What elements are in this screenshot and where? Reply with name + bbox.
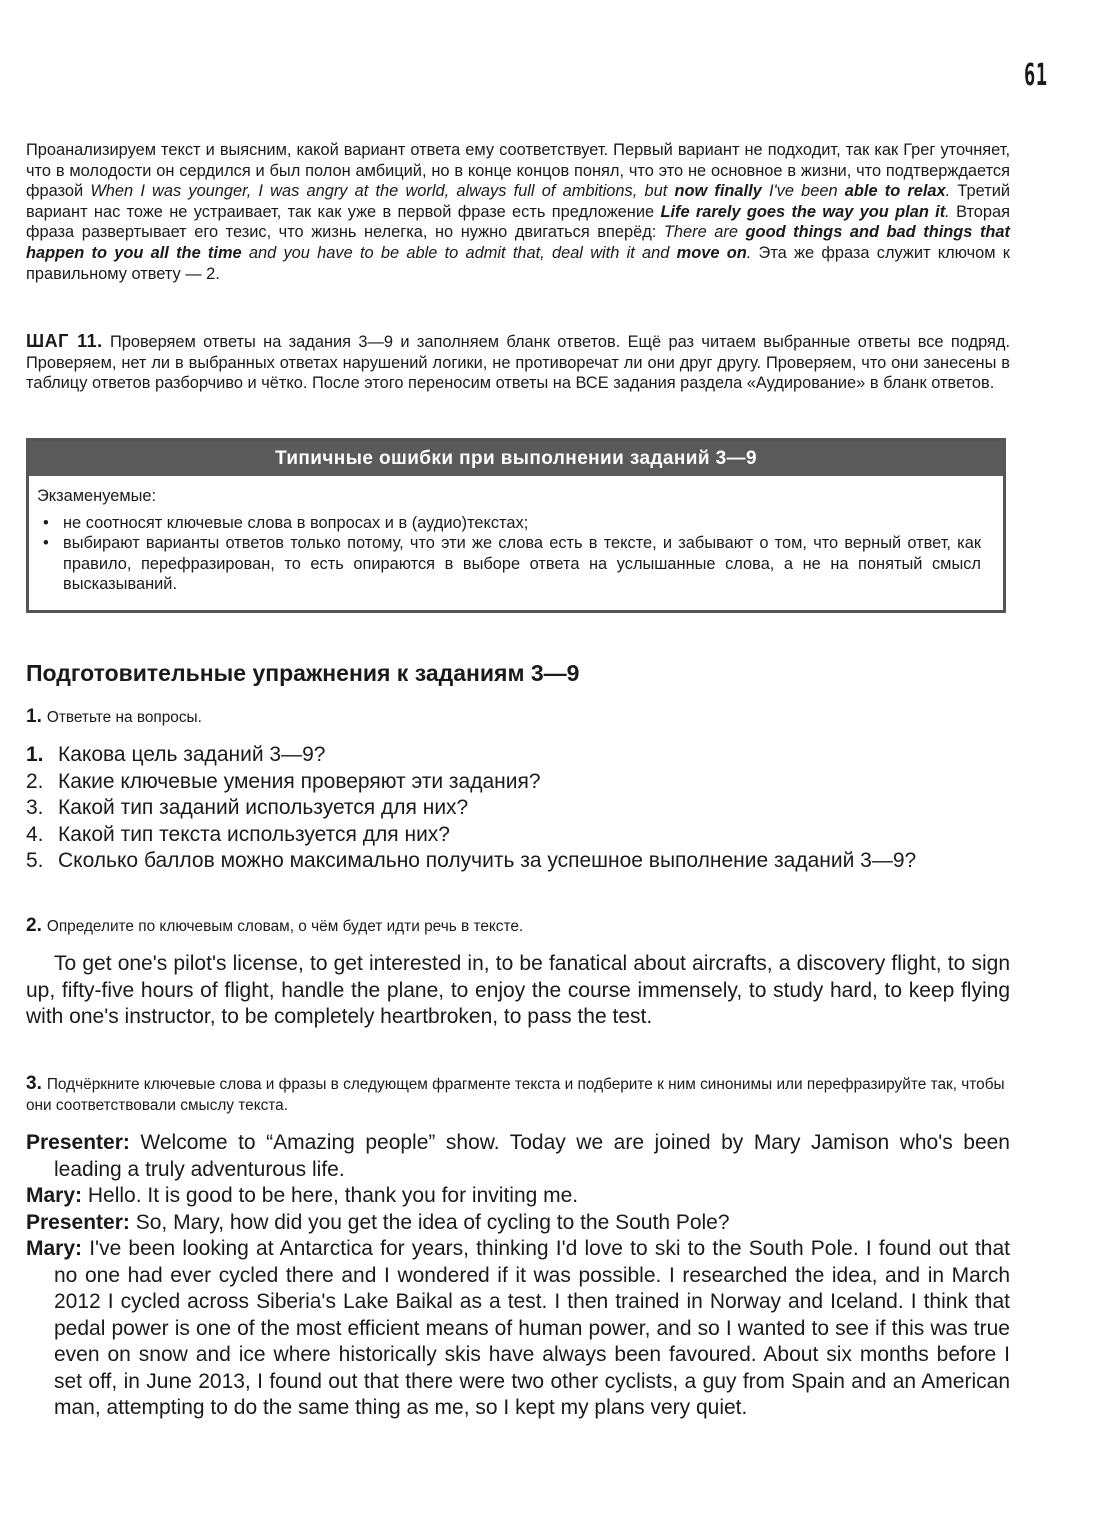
bullet-icon: •: [43, 513, 49, 532]
task-1-number: 1.: [26, 706, 42, 727]
question-item: 1. Какова цель заданий 3—9?: [26, 743, 326, 766]
speaker-label: Mary:: [26, 1184, 83, 1207]
dialog: [26, 1130, 1010, 1422]
task-1-instruction: 1. Ответьте на вопросы.: [26, 706, 202, 727]
quote-1: When I was younger, I was angry at the world, always full of ambitions, but now finally I've been able to relax.: [90, 182, 951, 201]
analysis-paragraph: [26, 140, 1010, 284]
section-title: Подготовительные упражнения к заданиям 3—9: [26, 660, 580, 686]
speaker-label: Mary:: [26, 1237, 83, 1260]
analysis-text-2: Третий вариант нас тоже не устраивает, так как уже в первой фразе есть предложение: [26, 182, 1011, 221]
typical-errors-intro: Экзаменуемые:: [37, 487, 157, 505]
question-list: [26, 742, 1010, 875]
typical-errors-box: [26, 438, 1006, 613]
step-11-title: ШАГ 11.: [26, 331, 103, 351]
quote-3: There are good things and bad things that happen to you all the time and you have to be able to admit that, deal with it and move on.: [26, 223, 1010, 262]
question-item: 4. Какой тип текста используется для них?: [26, 822, 450, 846]
question-item: 3. Какой тип заданий используется для них?: [26, 796, 469, 819]
typical-errors-item: • выбирают варианты ответов только потому, что эти же слова есть в тексте, и забывают о том, что верный ответ, как правило, перефразирован, то есть опираются в выборе ответа на услышанные слова, а не на понятый смысл высказываний.: [43, 534, 981, 593]
task-2-instruction: 2. Определите по ключевым словам, о чём будет идти речь в тексте.: [26, 915, 524, 936]
page-number: 61: [1024, 58, 1048, 93]
analysis-text-1: Проанализируем текст и выясним, какой вариант ответа ему соответствует. Первый вариант не подходит, так как Грег уточняет, что в молодости он сердился и был полон амбиций, но в конце концов понял, что это не основное в жизни, что подтверждается фразой: [26, 141, 1010, 201]
question-item: 2. Какие ключевые умения проверяют эти задания?: [26, 769, 541, 793]
quote-2: Life rarely goes the way you plan it.: [660, 202, 950, 221]
dialog-line: Presenter: So, Mary, how did you get the idea of cycling to the South Pole?: [26, 1210, 730, 1234]
dialog-line: Presenter: Welcome to “Amazing people” show. Today we are joined by Mary Jamison who's been leading a truly adventurous life.: [26, 1131, 1010, 1181]
step-11-text: Проверяем ответы на задания 3—9 и заполняем бланк ответов. Ещё раз читаем выбранные ответы все подряд. Проверяем, нет ли в выбранных ответах нарушений логики, не противоречат ли они друг другу. Проверяем, что они занесены в таблицу ответов разборчиво и чётко. После этого переносим ответы на ВСЕ задания раздела «Аудирование» в бланк ответов.: [26, 333, 1010, 393]
bullet-icon: •: [43, 534, 49, 552]
typical-errors-item: • не соотносят ключевые слова в вопросах и в (аудио)текстах;: [43, 513, 529, 532]
speaker-label: Presenter:: [26, 1210, 130, 1234]
dialog-line: Mary: I've been looking at Antarctica for years, thinking I'd love to ski to the South Pole. I found out that no one had ever cycled there and I wondered if it was possible. I researched the idea, and in March 2012 I cycled across Siberia's Lake Baikal as a test. I then trained in Norway and Iceland. I think that pedal power is one of the most efficient means of human power, and so I wanted to see if this was true even on snow and ice where historically skis have always been favoured. About six months before I set off, in June 2013, I found out that there were two other cyclists, a guy from Spain and an American man, attempting to do the same thing as me, so I kept my plans very quiet.: [26, 1237, 1010, 1419]
task-2-text: To get one's pilot's license, to get interested in, to be fanatical about aircrafts, a discovery flight, to sign up, fifty-five hours of flight, handle the plane, to enjoy the course immensely, to study hard, to keep flying with one's instructor, to be completely heartbroken, to pass the test.: [26, 952, 1010, 1028]
task-3-number: 3.: [26, 1073, 42, 1094]
typical-errors-title: Типичные ошибки при выполнении заданий 3—9: [29, 441, 1003, 476]
task-3-instruction: 3. Подчёркните ключевые слова и фразы в следующем фрагменте текста и подберите к ним синонимы или перефразируйте так, чтобы они соответствовали смыслу текста.: [26, 1073, 1005, 1114]
question-item: 5. Сколько баллов можно максимально получить за успешное выполнение заданий 3—9?: [26, 849, 917, 872]
step-11-paragraph: [26, 331, 1010, 394]
analysis-text-4: Эта же фраза служит ключом к правильному ответу — 2.: [26, 243, 1010, 283]
task-2-number: 2.: [26, 915, 42, 936]
analysis-text-3: Вторая фраза развертывает его тезис, что жизнь нелегка, но нужно двигаться вперёд:: [26, 202, 1010, 242]
dialog-line: Mary: Hello. It is good to be here, thank you for inviting me.: [26, 1184, 579, 1207]
speaker-label: Presenter:: [26, 1131, 130, 1154]
